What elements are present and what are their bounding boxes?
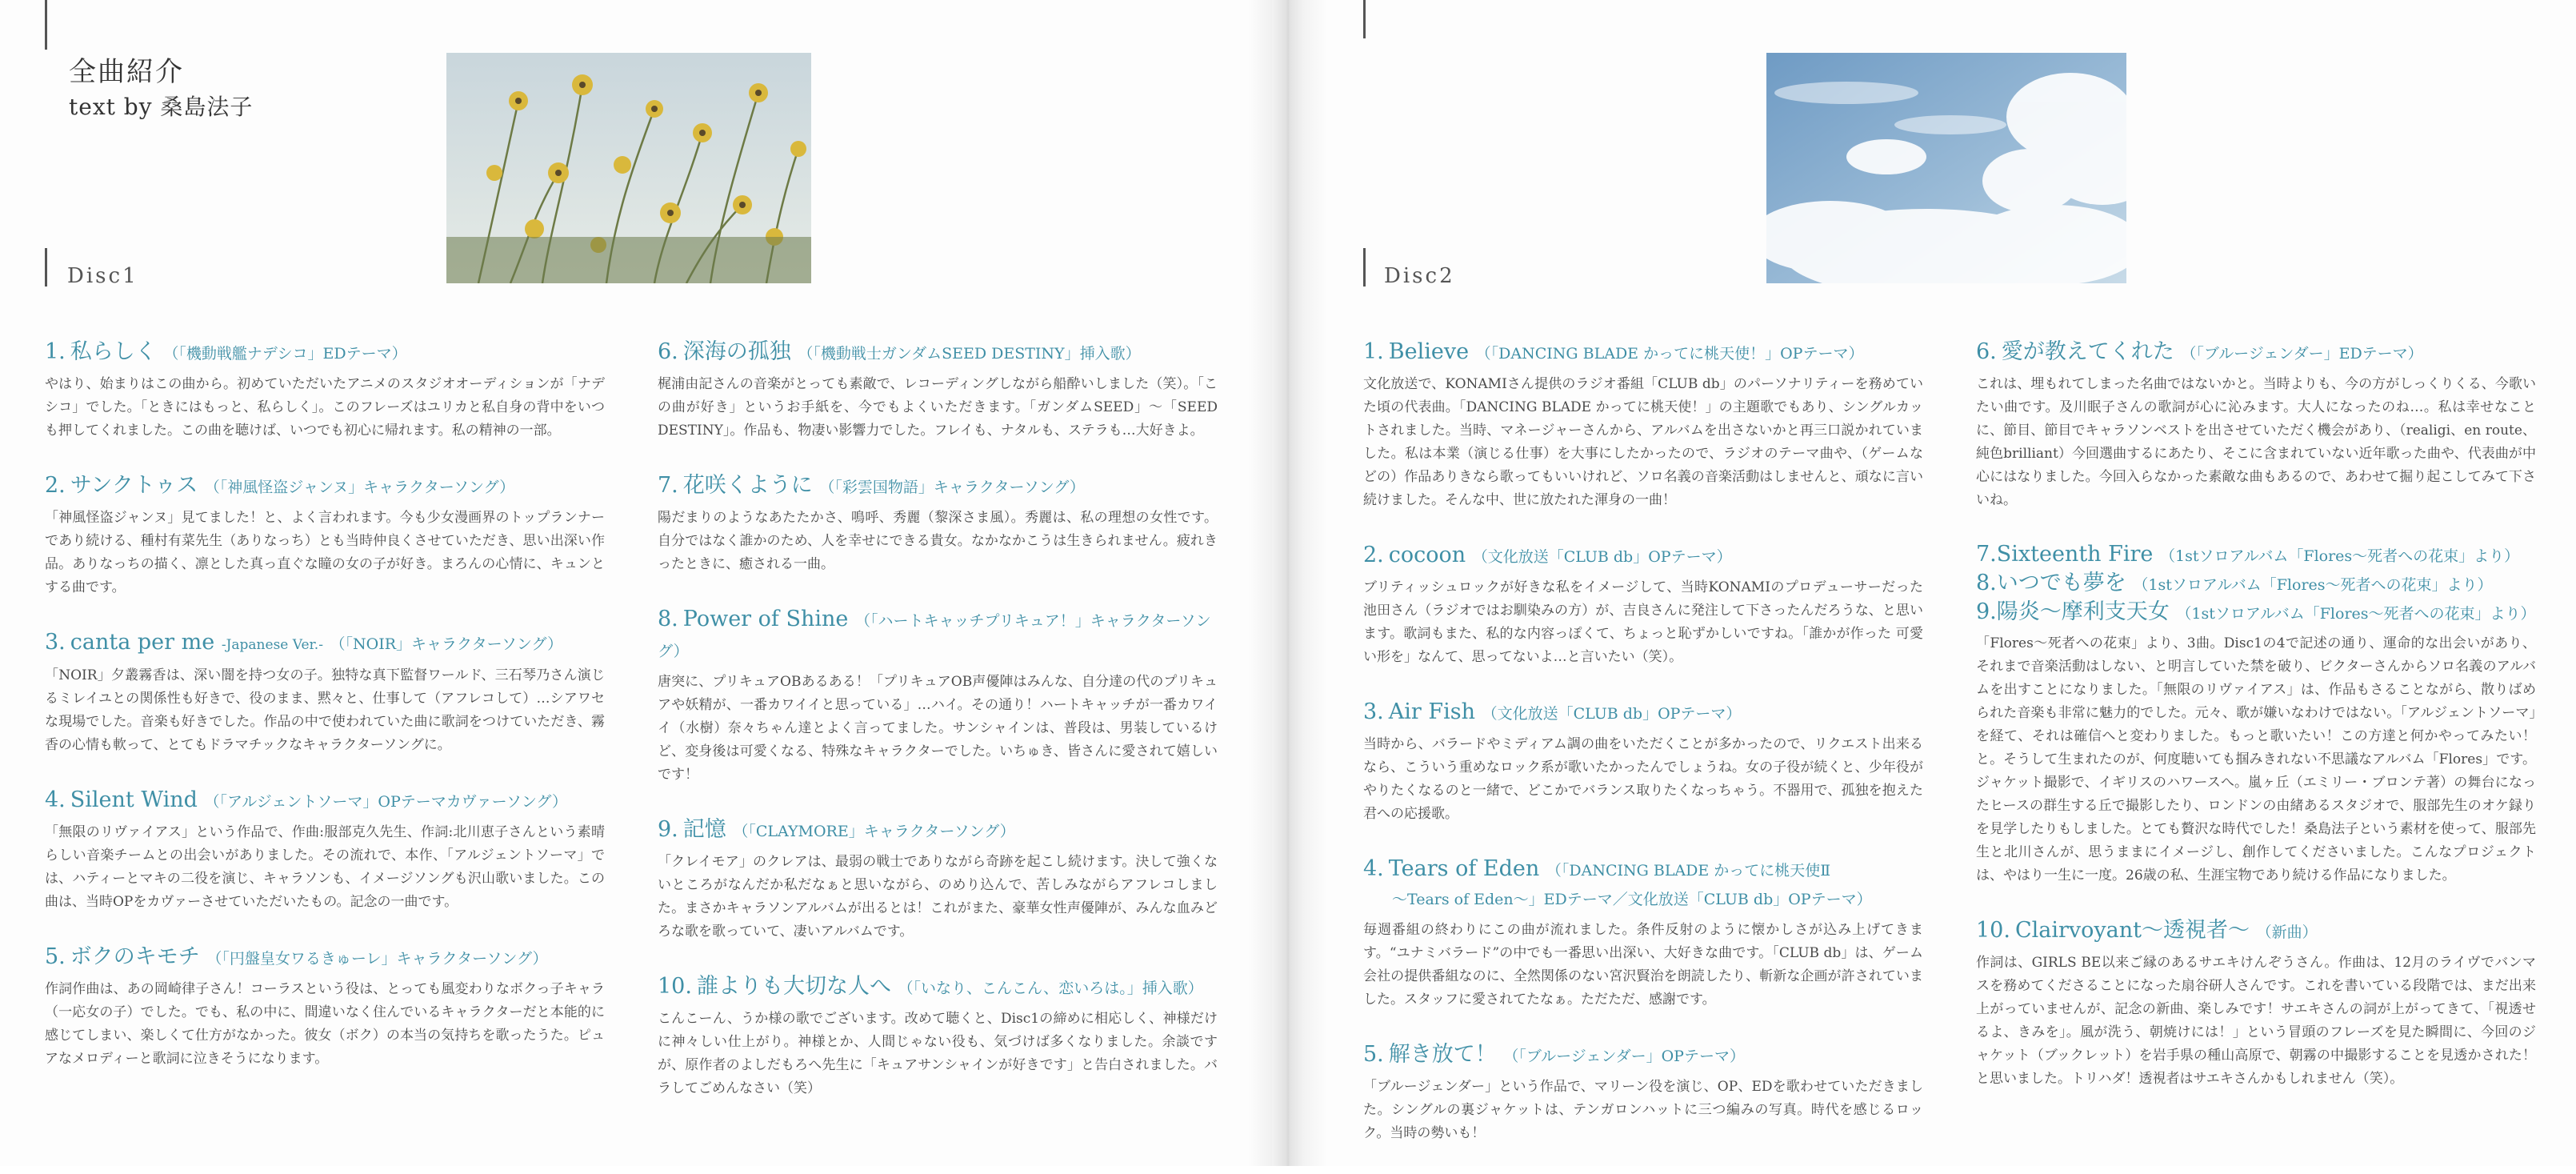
track-description: 「NOIR」夕叢霧香は、深い闇を持つ女の子。独特な真下監督ワールド、三石琴乃さん演じるミレイユとの関係性も好きで、役のまま、黙々と、仕事して（アフレコして）…シアワセな現場でした。音楽も好きでした。作品の中で使われていた曲に歌詞をつけていただき、霧香の心情も軟って、とてもドラマチックなキャラクターソングに。 xyxy=(45,667,605,753)
track-description: 梶浦由記さんの音楽がとっても素敵で、レコーディングしながら船酔いしました（笑）。「この曲が好き」というお手紙を、今でもよくいただきます。「ガンダムSEED」～「SEED DESTINY」。作品も、物凄い影響力でした。フレイも、ナタルも、ステラも…大好きよ。 xyxy=(658,376,1218,439)
disc2-label: Disc2 xyxy=(1384,264,1455,288)
header-divider-line xyxy=(1363,0,1366,38)
disc1-divider-line xyxy=(45,248,47,286)
track-title: 1. Believe （「DANCING BLADE かってに桃天使！」OPテーマ） xyxy=(1363,339,1864,364)
track-title: 8. Power of Shine （「ハートキャッチプリキュア！」キャラクターソング） xyxy=(658,607,1211,660)
track-description: 唐突に、プリキュアOBあるある！「プリキュアOB声優陣はみんな、自分達の代のプリキュアや妖精が、一番カワイイと思っている」…ハイ。その通り！ハートキャッチが一番カワイイ（水樹）奈々ちゃん達とよく言ってました。サンシャインは、普段は、男装しているけど、変身後は可愛くなる、特殊なキャラクターでした。いちゅき、皆さんに愛されて嬉しいです！ xyxy=(658,674,1218,783)
track-description: 作詞は、GIRLS BE以来ご縁のあるサエキけんぞうさん。作曲は、12月のライヴでバンマスを務めてくださることになった扇谷研人さんです。これを書いている段階では、まだ出来上がっていませんが、記念の新曲、楽しみです！サエキさんの詞が上がってきて、「視透せるよ、きみを」。風が洗う、朝焼けには！」という冒頭のフレーズを見た瞬間に、今回のジャケット（ブックレット）を岩手県の種山高原で、朝霧の中撮影することを見透かされた！と思いました。トリハダ！透視者はサエキさんかもしれません（笑）。 xyxy=(1976,955,2536,1087)
track-entry xyxy=(1976,338,2536,512)
track-title: 7. 花咲くように （「彩雲国物語」キャラクターソング） xyxy=(658,473,1085,498)
track-description: ブリティッシュロックが好きな私をイメージして、当時KONAMIのプロデューサーだった池田さん（ラジオではお馴染みの方）が、吉良さんに発注して下さったんだろうな、と思います。歌詞もまた、私的な内容っぽくて、ちょっと恥ずかしいですね。「誰かが作った 可愛い形を」なんて、思ってないよ…と言いたい（笑）。 xyxy=(1363,579,1923,665)
track-title: 9.陽炎～摩利支天女 （1stソロアルバム「Flores～死者への花束」より） xyxy=(1976,599,2536,624)
track-title: 5. ボクのキモチ （「円盤皇女ワるきゅーレ」キャラクターソング） xyxy=(45,944,548,969)
track-entry xyxy=(45,338,605,443)
track-entry xyxy=(658,605,1218,787)
track-title: 4. Tears of Eden （「DANCING BLADE かってに桃天使Ⅱ ～Tears of Eden～」EDテーマ／文化放送「CLUB db」OPテーマ） xyxy=(1363,856,1872,908)
disc2-column-2 xyxy=(1976,338,2536,1120)
track-title: 1. 私らしく （「機動戦艦ナデシコ」EDテーマ） xyxy=(45,339,407,364)
track-entry xyxy=(45,786,605,914)
track-description: 毎週番組の終わりにこの曲が流れました。条件反射のように懐かしさが込み上げてきます。“ユナミバラード”の中でも一番思い出深い、大好きな曲です。「CLUB db」は、ゲーム会社の提供番組なのに、全然関係のない宮沢賢治を朗読したり、斬新な企画が許されていました。スタッフに愛されてたなぁ。ただただ、感謝です。 xyxy=(1363,922,1923,1008)
track-description: 「無限のリヴァイアス」という作品で、作曲:服部克久先生、作詞:北川恵子さんという素晴らしい音楽チームとの出会いがありました。その流れで、本作、「アルジェントソーマ」では、ハティーとマキの二役を演じ、キャラソンも、イメージソングも沢山歌いました。この曲は、当時OPをカヴァーさせていただいたもの。記念の一曲です。 xyxy=(45,824,605,910)
track-title: 4. Silent Wind （「アルジェントソーマ」OPテーマカヴァーソング） xyxy=(45,787,568,812)
track-entry xyxy=(658,972,1218,1100)
track-entry xyxy=(1363,541,1923,669)
track-entry xyxy=(658,815,1218,944)
track-entry xyxy=(1976,916,2536,1091)
track-title: 7.Sixteenth Fire （1stソロアルバム「Flores～死者への花束」より） xyxy=(1976,542,2520,567)
track-title: 8.いつでも夢を （1stソロアルバム「Flores～死者への花束」より） xyxy=(1976,571,2493,595)
track-entry-group xyxy=(1976,541,2536,888)
blue-sky-clouds-photo xyxy=(1766,53,2126,283)
track-title: 6. 深海の孤独 （「機動戦士ガンダムSEED DESTINY」挿入歌） xyxy=(658,339,1141,364)
disc2-divider-line xyxy=(1363,248,1366,286)
track-title: 5. 解き放て！ （「ブルージェンダー」OPテーマ） xyxy=(1363,1042,1745,1067)
track-description: 「神風怪盗ジャンヌ」見てました！と、よく言われます。今も少女漫画界のトップランナーであり続ける、種村有菜先生（ありなっち）とも当時仲良くさせていただき、思い出深い作品。ありなっちの描く、凛とした真っ直ぐな瞳の女の子が好き。まろんの心情に、キュンとする曲です。 xyxy=(45,510,605,595)
track-description: 陽だまりのようなあたたかさ、鳴呼、秀麗（黎深さま風）。秀麗は、私の理想の女性です。自分ではなく誰かのため、人を幸せにできる貴女。なかなかこうは生きられません。疲れきったときに、癒される一曲。 xyxy=(658,510,1218,572)
book-gutter xyxy=(1248,0,1328,1166)
track-title: 10. 誰よりも大切な人へ （「いなり、こんこん、恋いろは。」挿入歌） xyxy=(658,974,1203,999)
track-description: 「ブルージェンダー」という作品で、マリーン役を演じ、OP、EDを歌わせていただきました。シングルの裏ジャケットは、テンガロンハットに三つ編みの写真。時代を感じるロック。当時の勢いも！ xyxy=(1363,1079,1923,1141)
track-title: 2. cocoon （文化放送「CLUB db」OPテーマ） xyxy=(1363,543,1732,567)
track-title: 9. 記憶 （「CLAYMORE」キャラクターソング） xyxy=(658,817,1015,842)
track-entry xyxy=(658,471,1218,576)
disc2-column-1 xyxy=(1363,338,1923,1174)
track-title: 3. Air Fish （文化放送「CLUB db」OPテーマ） xyxy=(1363,699,1742,724)
track-description: やはり、始まりはこの曲から。初めていただいたアニメのスタジオオーディションが「ナデシコ」でした。「ときにはもっと、私らしく」。このフレーズはユリカと私自身の背中をいつも押してくれました。この曲を聴けば、いつでも初心に帰れます。私の精神の一部。 xyxy=(45,376,605,439)
right-page xyxy=(1288,0,2576,1166)
track-entry xyxy=(45,628,605,757)
track-description: 当時から、バラードやミディアム調の曲をいただくことが多かったので、リクエスト出来るなら、こういう重めなロック系が歌いたかったんでしょうね。女の子役が続くと、少年役がやりたくなるのと一緒で、どこかでバランス取りたくなっちゃう。不器用で、孤独を抱えた君への応援歌。 xyxy=(1363,736,1923,822)
track-entry xyxy=(45,471,605,599)
track-entry xyxy=(1363,698,1923,826)
track-description: 「Flores～死者への花束」より、3曲。Disc1の4で記述の通り、運命的な出会いがあり、それまで音楽活動はしない、と明言していた禁を破り、ビクターさんからソロ名義のアルバムを出すことになりました。「無限のリヴァイアス」は、作品もさることながら、散りばめられた音楽も非常に魅力的でした。元々、歌が嫌いなわけではない。「アルジェントソーマ」を経て、それは確信へと変わりました。もっと歌いたい！この方達と何かやってみたい！と。そうして生まれたのが、何度聴いても掴みきれない不思議なアルバム「Flores」です。ジャケット撮影で、イギリスのハワースへ。嵐ヶ丘（エミリー・ブロンテ著）の舞台になったヒースの群生する丘で撮影したり、ロンドンの由緒あるスタジオで、服部先生のオケ録りを見学したりもしました。とても贅沢な時代でした！桑島法子という素材を使って、服部先生と北川さんが、思うままにイメージし、創作してくださいました。こんなプロジェクトは、やはり一生に一度。26歳の私、生涯宝物であり続ける作品になりました。 xyxy=(1976,635,2536,884)
track-title: 6. 愛が教えてくれた （「ブルージェンダー」EDテーマ） xyxy=(1976,339,2423,364)
left-page xyxy=(0,0,1272,1166)
page-subtitle: text by 桑島法子 xyxy=(69,94,254,120)
track-description: こんこーん、うか様の歌でございます。改めて聴くと、Disc1の締めに相応しく、神様だけに神々しい仕上がり。神様とか、人間じゃない役も、気づけば多くなりました。余談ですが、原作者のよしだもろへ先生に「キュアサンシャインが好きです」と告白されました。バラしてごめんなさい（笑） xyxy=(658,1011,1218,1096)
track-title: 2. サンクトゥス （「神風怪盗ジャンヌ」キャラクターソング） xyxy=(45,473,515,498)
track-title: 10. Clairvoyant～透視者～ （新曲） xyxy=(1976,918,2318,943)
yellow-flowers-photo xyxy=(446,53,811,283)
disc1-column-2 xyxy=(658,338,1218,1129)
track-description: 作詞作曲は、あの岡崎律子さん！コーラスという役は、とっても風変わりなボクっ子キャラ（一応女の子）でした。でも、私の中に、間違いなく住んでいるキャラクターだと本能的に感じてしまい、楽しくて仕方がなかった。彼女（ボク）の本当の気持ちを歌ったうた。ピュアなメロディーと歌詞に泣きそうになります。 xyxy=(45,981,605,1067)
track-entry xyxy=(658,338,1218,443)
track-title: 3. canta per me -Japanese Ver.- （「NOIR」キャラクターソング） xyxy=(45,630,563,655)
track-entry xyxy=(45,943,605,1071)
track-entry xyxy=(1363,338,1923,512)
header-divider-line xyxy=(45,0,47,50)
track-description: 文化放送で、KONAMIさん提供のラジオ番組「CLUB db」のパーソナリティーを務めていた頃の代表曲。「DANCING BLADE かってに桃天使！」の主題歌でもあり、シングルカットされました。当時、マネージャーさんから、アルバムを出さないかと再三口説かれていました。私は本業（演じる仕事）を大事にしたかったので、ラジオのテーマ曲や、（ゲームなどの）作品ありきなら歌ってもいいけれど、ソロ名義の音楽活動はしませんと、頑なに言い続けました。そんな中、世に放たれた渾身の一曲！ xyxy=(1363,376,1923,508)
disc1-label: Disc1 xyxy=(67,264,138,288)
track-description: 「クレイモア」のクレアは、最弱の戦士でありながら奇跡を起こし続けます。決して強くないところがなんだか私だなぁと思いながら、のめり込んで、苦しみながらアフレコしました。まさかキャラソンアルバムが出るとは！これがまた、豪華女性声優陣が、みんな血みどろな歌を歌っていて、凄いアルバムです。 xyxy=(658,854,1218,940)
track-description: これは、埋もれてしまった名曲ではないかと。当時よりも、今の方がしっくりくる、今歌いたい曲です。及川眠子さんの歌詞が心に沁みます。大人になったのね…。私は幸せなことに、節目、節目でキャラソンベストを出させていただく機会があり、（realigi、en route、純色brilliant）今回選曲するにあたり、そこに含まれていない近年歌った曲や、代表曲が中心にはなりました。今回入らなかった素敵な曲もあるので、あわせて掘り起こしてみて下さいね。 xyxy=(1976,376,2536,508)
track-entry xyxy=(1363,855,1923,1012)
track-entry xyxy=(1363,1040,1923,1145)
disc1-column-1 xyxy=(45,338,605,1100)
page-title: 全曲紹介 xyxy=(69,56,184,88)
